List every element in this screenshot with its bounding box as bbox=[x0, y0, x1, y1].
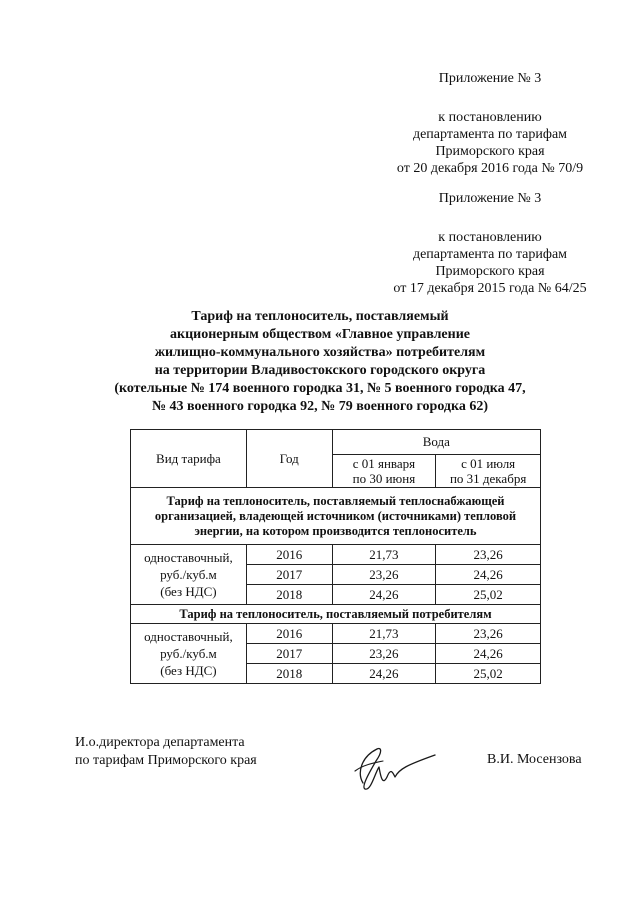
signatory-position bbox=[75, 734, 257, 770]
tariff-kind-line: руб./куб.м bbox=[160, 567, 217, 582]
year-cell: 2016 bbox=[246, 624, 332, 644]
tariff-kind-line: (без НДС) bbox=[160, 584, 217, 599]
signatory-name: В.И. Мосензова bbox=[487, 752, 582, 767]
value-cell: 21,73 bbox=[332, 624, 436, 644]
heading-line: акционерным обществом «Главное управление bbox=[170, 327, 470, 342]
section-title-line: энергии, на котором производится теплоноситель bbox=[194, 523, 477, 538]
tariff-kind-line: одноставочный, bbox=[144, 629, 233, 644]
value-cell: 24,26 bbox=[436, 565, 541, 585]
appendix-line: к постановлению bbox=[438, 110, 542, 125]
appendix-line: департамента по тарифам bbox=[412, 127, 568, 142]
header-period-1 bbox=[332, 455, 436, 488]
header-period-2 bbox=[436, 455, 541, 488]
year-cell: 2016 bbox=[246, 545, 332, 565]
value-cell: 21,73 bbox=[332, 545, 436, 565]
tariff-kind bbox=[131, 624, 247, 684]
table-row bbox=[131, 624, 541, 644]
header-water: Вода bbox=[332, 430, 540, 455]
value-cell: 23,26 bbox=[332, 644, 436, 664]
heading-line: жилищно-коммунального хозяйства» потребителям bbox=[154, 345, 486, 360]
appendix-line: Приморского края bbox=[435, 144, 545, 159]
appendix-title: Приложение № 3 bbox=[438, 71, 542, 86]
tariff-kind bbox=[131, 545, 247, 605]
appendix-line: от 20 декабря 2016 года № 70/9 bbox=[396, 161, 584, 176]
value-cell: 24,26 bbox=[332, 664, 436, 684]
handwritten-signature bbox=[343, 743, 438, 791]
heading-line: (котельные № 174 военного городка 31, № 5 военного городка 47, bbox=[114, 381, 526, 396]
value-cell: 23,26 bbox=[436, 624, 541, 644]
tariff-kind-line: (без НДС) bbox=[160, 663, 217, 678]
header-year: Год bbox=[246, 430, 332, 488]
appendix-line: от 17 декабря 2015 года № 64/25 bbox=[393, 281, 587, 296]
section-title bbox=[131, 488, 541, 545]
section-title-line: Тариф на теплоноситель, поставляемый потребителям bbox=[179, 606, 492, 621]
year-cell: 2018 bbox=[246, 664, 332, 684]
appendix-title: Приложение № 3 bbox=[438, 191, 542, 206]
value-cell: 23,26 bbox=[332, 565, 436, 585]
year-cell: 2017 bbox=[246, 565, 332, 585]
period-line: по 30 июня bbox=[352, 471, 416, 486]
table-row bbox=[131, 545, 541, 565]
period-line: по 31 декабря bbox=[449, 471, 527, 486]
signatory-position-line: И.о.директора департамента bbox=[75, 735, 245, 750]
value-cell: 24,26 bbox=[332, 585, 436, 605]
table-header-row bbox=[131, 430, 541, 455]
heading-line: Тариф на теплоноситель, поставляемый bbox=[191, 309, 449, 324]
heading-line: на территории Владивостокского городского округа bbox=[154, 363, 486, 378]
section-title-line: организацией, владеющей источником (источниками) тепловой bbox=[154, 508, 517, 523]
value-cell: 24,26 bbox=[436, 644, 541, 664]
year-cell: 2017 bbox=[246, 644, 332, 664]
appendix-line: Приморского края bbox=[435, 264, 545, 279]
tariff-kind-line: руб./куб.м bbox=[160, 646, 217, 661]
section-title bbox=[131, 605, 541, 624]
value-cell: 25,02 bbox=[436, 664, 541, 684]
appendix-line: департамента по тарифам bbox=[412, 247, 568, 262]
period-line: с 01 июля bbox=[461, 456, 516, 471]
appendix-header-original bbox=[370, 190, 610, 297]
header-tariff-type: Вид тарифа bbox=[131, 430, 247, 488]
signatory-position-line: по тарифам Приморского края bbox=[75, 753, 257, 768]
heading-line: № 43 военного городка 92, № 79 военного городка 62) bbox=[151, 399, 489, 414]
value-cell: 25,02 bbox=[436, 585, 541, 605]
section-title-row bbox=[131, 605, 541, 624]
period-line: с 01 января bbox=[352, 456, 416, 471]
section-title-row bbox=[131, 488, 541, 545]
tariff-kind-line: одноставочный, bbox=[144, 550, 233, 565]
appendix-line: к постановлению bbox=[438, 230, 542, 245]
tariff-table bbox=[130, 429, 541, 684]
section-title-line: Тариф на теплоноситель, поставляемый теплоснабжающей bbox=[166, 493, 505, 508]
appendix-header-current bbox=[370, 70, 610, 177]
value-cell: 23,26 bbox=[436, 545, 541, 565]
year-cell: 2018 bbox=[246, 585, 332, 605]
document-heading bbox=[80, 308, 560, 416]
